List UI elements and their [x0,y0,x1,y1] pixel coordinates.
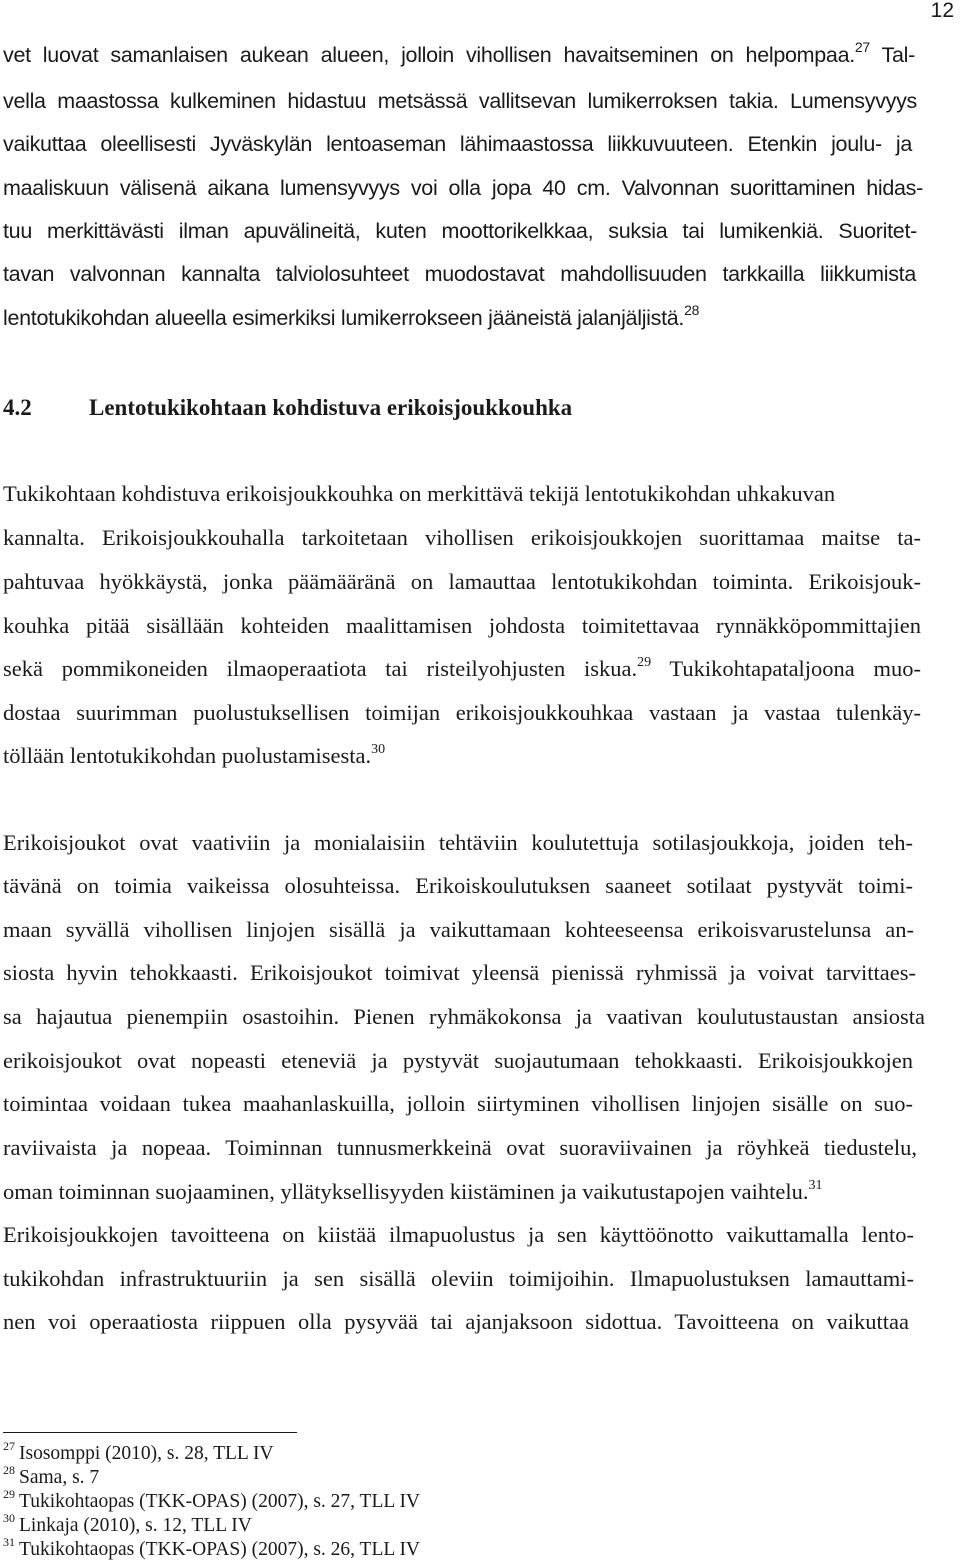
text-line: Erikoisjoukot ovat vaativiin ja monialaisiin tehtäviin koulutettuja sotilasjoukkoja, joiden teh- [3,830,913,855]
section-number: 4.2 [3,395,32,420]
text-line: lentotukikohdan alueella esimerkiksi lumikerrokseen jääneistä jalanjäljistä.$^{28}$ [3,301,700,330]
text-line: erikoisjoukot ovat nopeasti eteneviä ja pystyvät suojautumaan tehokkaasti. Erikoisjoukkojen [3,1048,913,1073]
footnote-ref[interactable]: 30 [371,741,386,757]
footnote-ref[interactable]: 29 [637,654,652,670]
page-number: 12 [930,0,954,22]
text-line: maaliskuun välisenä aikana lumensyvyys voi olla jopa 40 cm. Valvonnan suorittaminen hidas- [3,176,923,200]
text-line: vet luovat samanlaisen aukean alueen, jolloin vihollisen havaitseminen on helpompaa.$^{27}$ Tal- [3,38,915,67]
text-line: dostaa suurimman puolustuksellisen toimijan erikoisjoukkouhkaa vastaan ja vastaa tulenkäy- [3,700,921,725]
text-line: kannalta. Erikoisjoukkouhalla tarkoitetaan vihollisen erikoisjoukkojen suorittamaa maitse ta- [3,525,921,550]
text-line: pahtuvaa hyökkäystä, jonka päämääränä on lamauttaa lentotukikohdan toiminta. Erikoisjouk- [3,569,921,594]
section-title: Lentotukikohtaan kohdistuva erikoisjoukkouhka [89,395,573,420]
text-line: kouhka pitää sisällään kohteiden maalittamisen johdosta toimitettavaa rynnäkköpommittajien [3,613,921,638]
text-line: tavan valvonnan kannalta talviolosuhteet muodostavat mahdollisuuden tarkkailla liikkumista [3,262,916,286]
text-line: töllään lentotukikohdan puolustamisesta.$^{30}$ [3,741,386,768]
text-line: nen voi operaatiosta riippuen olla pysyvää tai ajanjaksoon sidottua. Tavoitteena on vaikuttaa [3,1309,909,1334]
footnote-separator [3,1432,297,1433]
footnote: $^{27}$ Isosomppi (2010), s. 28, TLL IV [3,1438,274,1464]
text-line: raviivaista ja nopeaa. Toiminnan tunnusmerkkeinä ovat suoraviivainen ja röyhkeä tiedustelu, [3,1135,917,1160]
text-line: siosta hyvin tehokkaasti. Erikoisjoukot toimivat yleensä pienissä ryhmissä ja voivat tarvittaes- [3,960,916,985]
footnote-ref[interactable]: 27 [854,38,870,55]
text-line: vaikuttaa oleellisesti Jyväskylän lentoaseman lähimaastossa liikkuvuuteen. Etenkin joulu- ja [3,132,912,156]
text-line: oman toiminnan suojaaminen, yllätyksellisyyden kiistäminen ja vaikutustapojen vaihtelu.$^{31}$ [3,1177,823,1204]
footnote: $^{28}$ Sama, s. 7 [3,1462,100,1488]
footnote: $^{29}$ Tukikohtaopas (TKK-OPAS) (2007), s. 27, TLL IV [3,1486,421,1512]
footnote: $^{31}$ Tukikohtaopas (TKK-OPAS) (2007), s. 26, TLL IV [3,1534,421,1560]
footnote-ref[interactable]: 31 [808,1177,823,1193]
text-line: Erikoisjoukkojen tavoitteena on kiistää ilmapuolustus ja sen käyttöönotto vaikuttamalla lento- [3,1222,914,1247]
text-line: Tukikohtaan kohdistuva erikoisjoukkouhka on merkittävä tekijä lentotukikohdan uhkakuvan [3,481,836,506]
text-line: toimintaa voidaan tukea maahanlaskuilla, jolloin siirtyminen vihollisen linjojen sisälle on suo- [3,1091,913,1116]
footnote: $^{30}$ Linkaja (2010), s. 12, TLL IV [3,1510,252,1536]
section-heading [3,393,572,423]
text-line: sa hajautua pienempiin osastoihin. Pienen ryhmäkokonsa ja vaativan koulutustaustan ansiosta [3,1004,925,1029]
footnote-ref[interactable]: 28 [684,301,700,318]
text-line: tuu merkittävästi ilman apuvälineitä, kuten moottorikelkkaa, suksia tai lumikenkiä. Suoritet- [3,219,917,243]
text-line: vella maastossa kulkeminen hidastuu metsässä vallitsevan lumikerroksen takia. Lumensyvyys [3,89,917,113]
text-line: tävänä on toimia vaikeissa olosuhteissa. Erikoiskoulutuksen saaneet sotilaat pystyvät toimi- [3,873,913,898]
text-line: tukikohdan infrastruktuuriin ja sen sisällä oleviin toimijoihin. Ilmapuolustuksen lamauttami- [3,1266,914,1291]
text-line: sekä pommikoneiden ilmaoperaatiota tai risteilyohjusten iskua.$^{29}$ Tukikohtapataljoona muo- [3,654,922,681]
text-line: maan syvällä vihollisen linjojen sisällä ja vaikuttamaan kohteeseensa erikoisvarustelunsa an- [3,917,914,942]
